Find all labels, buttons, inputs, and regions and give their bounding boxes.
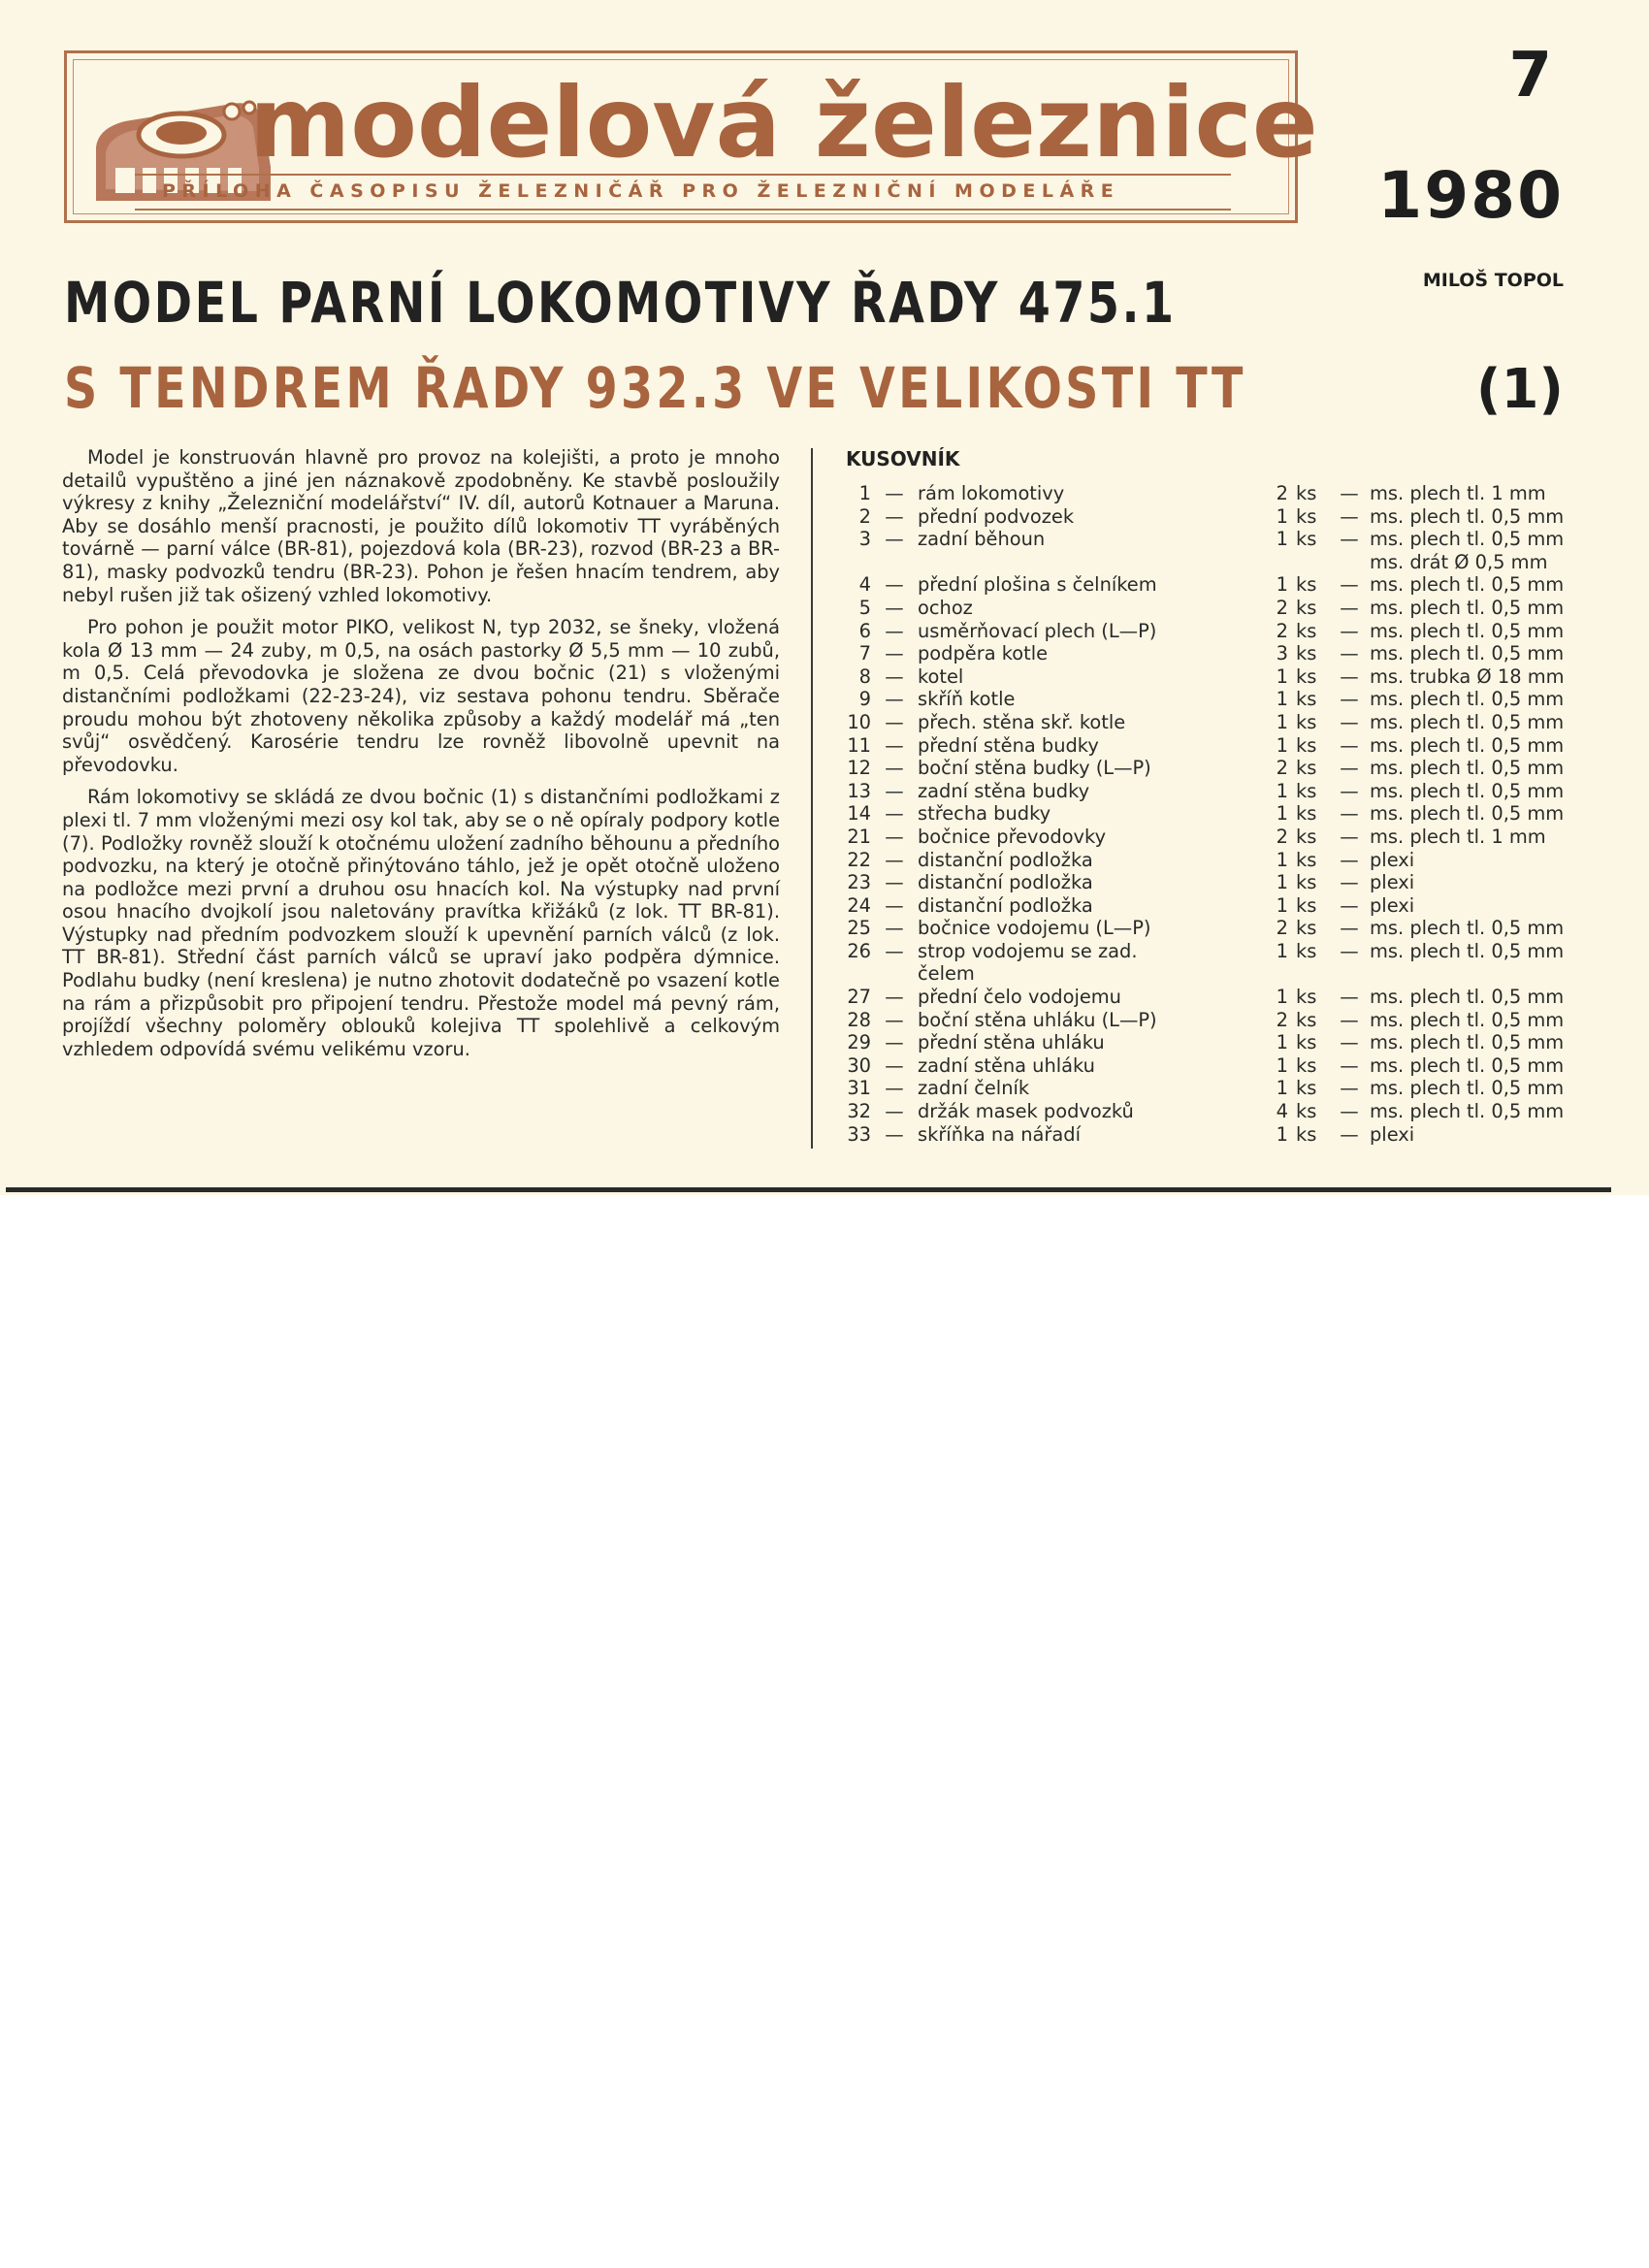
list-item [846, 917, 1622, 940]
headline-line-1: MODEL PARNÍ LOKOMOTIVY ŘADY 475.1 [64, 270, 1177, 336]
part-name-cell [918, 1077, 1238, 1100]
dash: — [1340, 642, 1359, 665]
part-quantity: 1 [1276, 710, 1288, 733]
dash: — [885, 1077, 904, 1100]
part-unit: ks [1296, 779, 1317, 802]
part-name: přední plošina s čelníkem [918, 573, 1157, 597]
dash: — [885, 917, 904, 940]
dash: — [1340, 1053, 1359, 1077]
part-material: ms. plech tl. 0,5 mm [1370, 1008, 1565, 1031]
part-name: přední stěna budky [918, 733, 1099, 757]
part-number: 4 [858, 573, 871, 597]
part-material-cell [1364, 894, 1602, 918]
part-name-cell [918, 642, 1238, 665]
part-number: 6 [858, 619, 871, 642]
author-name: MILOŠ TOPOL [1422, 270, 1564, 291]
paragraph: Model je konstruován hlavně pro provoz na kolejišti, a proto je mnoho detailů vypuštěno a jiné jen náznakově zpodobněny. Ke stavbě posloužily výkresy z knihy „Železniční modelářství“ IV. díl, autorů Kotnauer a Maruna. Aby se dosáhlo menší pracnosti, je použito dílů lokomotiv TT vyráběných továrně — parní válce (BR-81), pojezdová kola (BR-23), rozvod (BR-23 a BR-81), masky podvozků tendru (BR-23). Pohon je řešen hnacím tendrem, aby nebyl rušen již tak ošizený vzhled lokomotivy. [62, 446, 780, 606]
part-name: přední stěna uhláku [918, 1031, 1105, 1054]
part-quantity: 1 [1276, 939, 1288, 962]
dash: — [1340, 779, 1359, 802]
dash: — [885, 986, 904, 1009]
part-material-cell [1364, 757, 1602, 780]
part-number: 24 [847, 893, 871, 917]
list-item [846, 1123, 1622, 1147]
part-material: ms. trubka Ø 18 mm [1370, 664, 1565, 688]
part-material: ms. plech tl. 0,5 mm [1370, 986, 1565, 1009]
part-material: plexi [1370, 848, 1415, 871]
part-name: zadní stěna budky [918, 779, 1090, 802]
dash: — [885, 1053, 904, 1077]
part-material-continued: ms. drát Ø 0,5 mm [1370, 550, 1548, 573]
part-quantity: 1 [1276, 1053, 1288, 1077]
issue-number: 7 [1508, 40, 1552, 112]
part-material: ms. plech tl. 0,5 mm [1370, 1100, 1565, 1123]
part-material-cell [1364, 849, 1602, 872]
part-name-cell [918, 871, 1238, 894]
dash: — [885, 1008, 904, 1031]
part-material-cell [1364, 986, 1602, 1009]
part-material: ms. plech tl. 0,5 mm [1370, 1031, 1565, 1054]
list-item [846, 665, 1622, 689]
dash: — [885, 1100, 904, 1123]
part-name-cell [918, 597, 1238, 620]
headline-line-2: S TENDREM ŘADY 932.3 VE VELIKOSTI TT [64, 355, 1246, 421]
dash: — [1340, 688, 1359, 711]
part-quantity: 1 [1276, 779, 1288, 802]
part-name-cell [918, 757, 1238, 780]
part-unit: ks [1296, 710, 1317, 733]
part-name-cell [918, 894, 1238, 918]
dash: — [1340, 664, 1359, 688]
part-unit: ks [1296, 504, 1317, 528]
part-unit: ks [1296, 986, 1317, 1009]
part-quantity: 2 [1276, 757, 1288, 780]
part-unit: ks [1296, 893, 1317, 917]
part-material: ms. plech tl. 1 mm [1370, 482, 1546, 504]
part-number: 12 [847, 757, 871, 780]
dash: — [1340, 1077, 1359, 1100]
part-quantity: 2 [1276, 1008, 1288, 1031]
part-unit: ks [1296, 664, 1317, 688]
part-name: přech. stěna skř. kotle [918, 710, 1126, 733]
part-name: zadní čelník [918, 1077, 1030, 1100]
part-material-cell [1364, 826, 1602, 849]
part-material-cell [1364, 1100, 1602, 1123]
dash: — [885, 642, 904, 665]
part-number: 28 [847, 1008, 871, 1031]
part-name: držák masek podvozků [918, 1100, 1134, 1123]
part-unit: ks [1296, 688, 1317, 711]
part-quantity: 1 [1276, 1077, 1288, 1100]
part-name: podpěra kotle [918, 642, 1049, 665]
dash: — [885, 1031, 904, 1054]
part-number: 27 [847, 986, 871, 1009]
part-material: ms. plech tl. 0,5 mm [1370, 1077, 1565, 1100]
part-unit: ks [1296, 482, 1317, 504]
part-number: 7 [858, 642, 871, 665]
list-item [846, 734, 1622, 758]
magazine-title: modelová železnice [249, 66, 1318, 179]
part-material: ms. plech tl. 0,5 mm [1370, 619, 1565, 642]
part-quantity: 1 [1276, 573, 1288, 597]
dash: — [885, 893, 904, 917]
column-divider [811, 448, 813, 1149]
part-material-cell [1364, 871, 1602, 894]
part-quantity: 4 [1276, 1100, 1288, 1123]
dash: — [1340, 986, 1359, 1009]
list-item [846, 1054, 1622, 1078]
dash: — [1340, 528, 1359, 551]
masthead [64, 50, 1318, 223]
part-name: přední čelo vodojemu [918, 986, 1121, 1009]
part-unit: ks [1296, 596, 1317, 619]
dash: — [1340, 802, 1359, 826]
part-unit: ks [1296, 1031, 1317, 1054]
article-body [62, 446, 780, 1145]
list-item [846, 711, 1622, 734]
part-quantity: 2 [1276, 917, 1288, 940]
part-quantity: 2 [1276, 482, 1288, 504]
list-item [846, 597, 1622, 620]
list-item [846, 757, 1622, 780]
dash: — [1340, 573, 1359, 597]
dash: — [1340, 1008, 1359, 1031]
dash: — [885, 802, 904, 826]
part-name: střecha budky [918, 802, 1051, 826]
part-quantity: 1 [1276, 986, 1288, 1009]
part-quantity: 1 [1276, 848, 1288, 871]
part-name: usměrňovací plech (L—P) [918, 619, 1157, 642]
part-name-cell [918, 917, 1238, 940]
part-material-cell [1364, 711, 1602, 734]
dash: — [1340, 939, 1359, 962]
part-name-cell [918, 528, 1238, 573]
part-name-cell [918, 1100, 1238, 1123]
dash: — [1340, 825, 1359, 848]
part-number: 23 [847, 871, 871, 894]
part-name: strop vodojemu se zad. [918, 939, 1138, 962]
part-number: 32 [847, 1100, 871, 1123]
dash: — [1340, 757, 1359, 780]
dash: — [885, 596, 904, 619]
part-material-cell [1364, 917, 1602, 940]
part-name-cell [918, 573, 1238, 597]
part-name: distanční podložka [918, 848, 1093, 871]
list-item [846, 528, 1622, 573]
part-material-cell [1364, 482, 1602, 505]
part-material-cell [1364, 665, 1602, 689]
part-unit: ks [1296, 939, 1317, 962]
part-number: 29 [847, 1031, 871, 1054]
dash: — [1340, 1122, 1359, 1146]
part-material: ms. plech tl. 0,5 mm [1370, 642, 1565, 665]
part-unit: ks [1296, 528, 1317, 551]
part-name: distanční podložka [918, 871, 1093, 894]
dash: — [885, 664, 904, 688]
part-name-cell [918, 734, 1238, 758]
part-name-cell [918, 482, 1238, 505]
part-number: 25 [847, 917, 871, 940]
part-number: 22 [847, 848, 871, 871]
part-name: boční stěna uhláku (L—P) [918, 1008, 1157, 1031]
part-material: ms. plech tl. 0,5 mm [1370, 939, 1565, 962]
part-material: ms. plech tl. 0,5 mm [1370, 528, 1565, 551]
part-name: přední podvozek [918, 504, 1075, 528]
part-material: ms. plech tl. 1 mm [1370, 825, 1546, 848]
part-material-cell [1364, 1009, 1602, 1032]
issue-year: 1980 [1377, 158, 1564, 233]
list-item [846, 573, 1622, 597]
paragraph: Rám lokomotivy se skládá ze dvou bočnic (1) s distančními podložkami z plexi tl. 7 mm vloženými mezi osy kol tak, aby se o ně opíraly podpory kotle (7). Podložky rovněž slouží k otočnému uložení zadního běhounu a předního podvozku, na který je otočně přinýtováno táhlo, jež je opět otočně uloženo na podložce mezi první a druhou osu hnacích kol. Na výstupky nad první osou hnacího dvojkolí jsou naletovány pravítka křižáků (z lok. TT BR-81). Výstupky nad předním podvozkem slouží k upevnění parních válců (z lok. TT BR-81). Střední část parních válců se upraví jako podpěra dýmnice. Podlahu budky (není kreslena) je nutno zhotovit dodatečně po vsazení kotle na rám a přizpůsobit pro připojení tendru. Přestože model má pevný rám, projíždí všechny poloměry oblouků kolejiva TT spolehlivě a celkovým vzhledem odpovídá svému velikému vzoru. [62, 786, 780, 1060]
dash: — [885, 757, 904, 780]
part-number: 33 [847, 1122, 871, 1146]
dash: — [885, 528, 904, 551]
part-name-cell [918, 711, 1238, 734]
part-name-continued: čelem [918, 962, 975, 986]
part-unit: ks [1296, 1077, 1317, 1100]
part-unit: ks [1296, 1053, 1317, 1077]
part-material-cell [1364, 688, 1602, 711]
part-quantity: 2 [1276, 619, 1288, 642]
part-name-cell [918, 1054, 1238, 1078]
dash: — [885, 733, 904, 757]
part-name: kotel [918, 664, 964, 688]
part-material-cell [1364, 528, 1602, 573]
part-material-cell [1364, 1123, 1602, 1147]
part-number: 31 [847, 1077, 871, 1100]
part-material-cell [1364, 597, 1602, 620]
dash: — [1340, 619, 1359, 642]
dash: — [885, 1122, 904, 1146]
part-name: bočnice vodojemu (L—P) [918, 917, 1151, 940]
dash: — [1340, 917, 1359, 940]
parts-list [846, 482, 1622, 1151]
dash: — [885, 848, 904, 871]
list-item [846, 802, 1622, 826]
part-unit: ks [1296, 1100, 1317, 1123]
part-quantity: 1 [1276, 504, 1288, 528]
part-material: ms. plech tl. 0,5 mm [1370, 596, 1565, 619]
part-material: ms. plech tl. 0,5 mm [1370, 802, 1565, 826]
dash: — [1340, 1031, 1359, 1054]
part-material-cell [1364, 734, 1602, 758]
part-material: plexi [1370, 871, 1415, 894]
dash: — [1340, 482, 1359, 504]
dash: — [1340, 848, 1359, 871]
parts-list-title: KUSOVNÍK [846, 447, 960, 470]
part-name: boční stěna budky (L—P) [918, 757, 1151, 780]
part-quantity: 2 [1276, 596, 1288, 619]
part-unit: ks [1296, 619, 1317, 642]
part-number: 8 [858, 664, 871, 688]
part-material-cell [1364, 1077, 1602, 1100]
part-name-cell [918, 1009, 1238, 1032]
part-material: ms. plech tl. 0,5 mm [1370, 710, 1565, 733]
part-number: 21 [847, 825, 871, 848]
part-material-cell [1364, 642, 1602, 665]
part-unit: ks [1296, 802, 1317, 826]
part-number: 2 [858, 504, 871, 528]
list-item [846, 894, 1622, 918]
part-quantity: 1 [1276, 871, 1288, 894]
dash: — [1340, 596, 1359, 619]
part-quantity: 1 [1276, 1031, 1288, 1054]
part-name-cell [918, 620, 1238, 643]
part-quantity: 1 [1276, 1122, 1288, 1146]
part-number: 1 [858, 482, 871, 504]
list-item [846, 986, 1622, 1009]
part-name-cell [918, 1123, 1238, 1147]
part-quantity: 1 [1276, 733, 1288, 757]
part-name: rám lokomotivy [918, 482, 1065, 504]
part-name-cell [918, 940, 1238, 986]
dash: — [885, 939, 904, 962]
part-name: zadní běhoun [918, 528, 1046, 551]
list-item [846, 620, 1622, 643]
part-unit: ks [1296, 642, 1317, 665]
dash: — [1340, 504, 1359, 528]
part-unit: ks [1296, 573, 1317, 597]
part-number: 10 [847, 710, 871, 733]
list-item [846, 940, 1622, 986]
part-material: plexi [1370, 1122, 1415, 1146]
dash: — [885, 779, 904, 802]
bottom-rule [6, 1187, 1611, 1192]
part-name-cell [918, 1031, 1238, 1054]
dash: — [885, 619, 904, 642]
magazine-subtitle: PŘÍLOHA ČASOPISU ŽELEZNIČÁŘ PRO ŽELEZNIČNÍ MODELÁŘE [162, 180, 1120, 202]
part-unit: ks [1296, 757, 1317, 780]
part-number: 13 [847, 779, 871, 802]
dash: — [885, 688, 904, 711]
part-quantity: 2 [1276, 825, 1288, 848]
part-material: ms. plech tl. 0,5 mm [1370, 733, 1565, 757]
part-material: ms. plech tl. 0,5 mm [1370, 917, 1565, 940]
part-quantity: 3 [1276, 642, 1288, 665]
part-material-cell [1364, 802, 1602, 826]
dash: — [885, 871, 904, 894]
part-name-cell [918, 505, 1238, 529]
dash: — [885, 504, 904, 528]
list-item [846, 505, 1622, 529]
list-item [846, 780, 1622, 803]
part-unit: ks [1296, 917, 1317, 940]
part-name: ochoz [918, 596, 973, 619]
part-unit: ks [1296, 1008, 1317, 1031]
part-name-cell [918, 986, 1238, 1009]
part-unit: ks [1296, 871, 1317, 894]
part-quantity: 1 [1276, 893, 1288, 917]
part-material-cell [1364, 1031, 1602, 1054]
part-quantity: 1 [1276, 802, 1288, 826]
dash: — [885, 573, 904, 597]
part-quantity: 1 [1276, 688, 1288, 711]
part-material: ms. plech tl. 0,5 mm [1370, 573, 1565, 597]
list-item [846, 482, 1622, 505]
part-name-cell [918, 665, 1238, 689]
part-number: 5 [858, 596, 871, 619]
list-item [846, 1031, 1622, 1054]
part-material: ms. plech tl. 0,5 mm [1370, 504, 1565, 528]
list-item [846, 1009, 1622, 1032]
part-material-cell [1364, 780, 1602, 803]
dash: — [885, 825, 904, 848]
part-material: plexi [1370, 893, 1415, 917]
part-number: 26 [847, 939, 871, 962]
dash: — [1340, 710, 1359, 733]
part-material: ms. plech tl. 0,5 mm [1370, 688, 1565, 711]
part-name-cell [918, 802, 1238, 826]
dash: — [1340, 871, 1359, 894]
part-material-cell [1364, 940, 1602, 986]
part-name-cell [918, 826, 1238, 849]
dash: — [1340, 1100, 1359, 1123]
part-name-cell [918, 688, 1238, 711]
list-item [846, 642, 1622, 665]
part-name: skříň kotle [918, 688, 1016, 711]
part-name-cell [918, 849, 1238, 872]
part-material: ms. plech tl. 0,5 mm [1370, 1053, 1565, 1077]
list-item [846, 826, 1622, 849]
part-number: 3 [858, 528, 871, 551]
dash: — [885, 482, 904, 504]
dash: — [885, 710, 904, 733]
part-material-cell [1364, 620, 1602, 643]
part-material: ms. plech tl. 0,5 mm [1370, 757, 1565, 780]
list-item [846, 688, 1622, 711]
part-name: skříňka na nářadí [918, 1122, 1081, 1146]
list-item [846, 1100, 1622, 1123]
part-name-cell [918, 780, 1238, 803]
part-number: 11 [847, 733, 871, 757]
part-quantity: 1 [1276, 664, 1288, 688]
list-item [846, 1077, 1622, 1100]
part-material-cell [1364, 573, 1602, 597]
part-name: bočnice převodovky [918, 825, 1107, 848]
article-part-number: (1) [1475, 358, 1564, 421]
part-unit: ks [1296, 1122, 1317, 1146]
list-item [846, 849, 1622, 872]
part-number: 14 [847, 802, 871, 826]
part-number: 9 [858, 688, 871, 711]
part-number: 30 [847, 1053, 871, 1077]
part-quantity: 1 [1276, 528, 1288, 551]
part-material-cell [1364, 505, 1602, 529]
part-name: zadní stěna uhláku [918, 1053, 1095, 1077]
list-item [846, 871, 1622, 894]
part-material-cell [1364, 1054, 1602, 1078]
part-name: distanční podložka [918, 893, 1093, 917]
dash: — [1340, 733, 1359, 757]
paragraph: Pro pohon je použit motor PIKO, velikost N, typ 2032, se šneky, vložená kola Ø 13 mm — 24 zuby, m 0,5, na osách pastorky Ø 5,5 mm — 10 zubů, m 0,5. Celá převodovka je složena ze dvou bočnic (21) s vloženými distančními podložkami (22-23-24), viz sestava pohonu tendru. Sběrače proudu mohou být zhotoveny několika způsoby a každý modelář má „ten svůj“ osvědčený. Karosérie tendru lze rovněž libovolně upevnit na převodovku. [62, 616, 780, 776]
part-material: ms. plech tl. 0,5 mm [1370, 779, 1565, 802]
dash: — [1340, 893, 1359, 917]
part-unit: ks [1296, 848, 1317, 871]
part-unit: ks [1296, 733, 1317, 757]
part-unit: ks [1296, 825, 1317, 848]
